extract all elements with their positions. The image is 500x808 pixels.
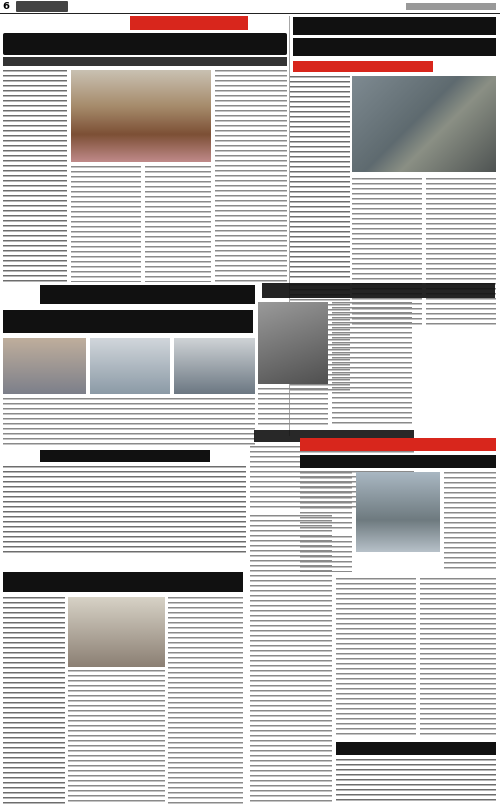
story8-body-column-1	[3, 597, 65, 804]
story7-kicker	[300, 438, 496, 451]
story9-body-column-3	[420, 578, 496, 736]
story1-body-column-1	[3, 70, 67, 282]
story1-subheadline	[3, 57, 287, 66]
story2-headline-line1	[293, 17, 496, 35]
story8-body-column-2	[68, 670, 165, 804]
story4-photo	[258, 302, 328, 384]
story3-headline-line1	[40, 285, 255, 304]
story1-photo	[71, 70, 211, 162]
story3-headline-line2	[3, 310, 253, 333]
story2-side-column	[290, 76, 350, 281]
issue-date	[406, 3, 496, 10]
story8-photo	[68, 597, 165, 667]
story7-photo	[356, 472, 440, 552]
story9-bottom-body	[336, 759, 496, 804]
story1-headline	[3, 33, 287, 55]
story4-body-column-2	[258, 388, 328, 428]
story1-kicker	[130, 16, 248, 30]
story8-body-column-3	[168, 597, 243, 804]
story9-headline	[336, 742, 496, 755]
story2-body-column-2	[426, 178, 496, 328]
page-number: 6	[3, 1, 10, 12]
story1-body-column-4	[215, 70, 287, 282]
story1-body-column-2	[71, 166, 141, 282]
story9-body-column-1	[250, 515, 332, 804]
story1-body-column-3	[145, 166, 211, 282]
story7-body-column-2	[444, 472, 496, 572]
story3-photo	[3, 338, 86, 394]
story4-headline	[262, 283, 495, 298]
story8-headline	[3, 572, 243, 592]
newspaper-logo	[16, 1, 68, 12]
story2-kicker	[293, 61, 433, 72]
story9-body-column-2	[336, 578, 416, 736]
story3-photo-3	[174, 338, 255, 394]
story2-headline-line2	[293, 38, 496, 56]
story3-body	[3, 398, 255, 446]
story3-photo-2	[90, 338, 170, 394]
story7-headline	[300, 455, 496, 468]
story6-body	[3, 466, 246, 556]
story4-body-column-1	[332, 302, 412, 427]
story2-photo	[352, 76, 496, 172]
story6-headline	[40, 450, 210, 462]
